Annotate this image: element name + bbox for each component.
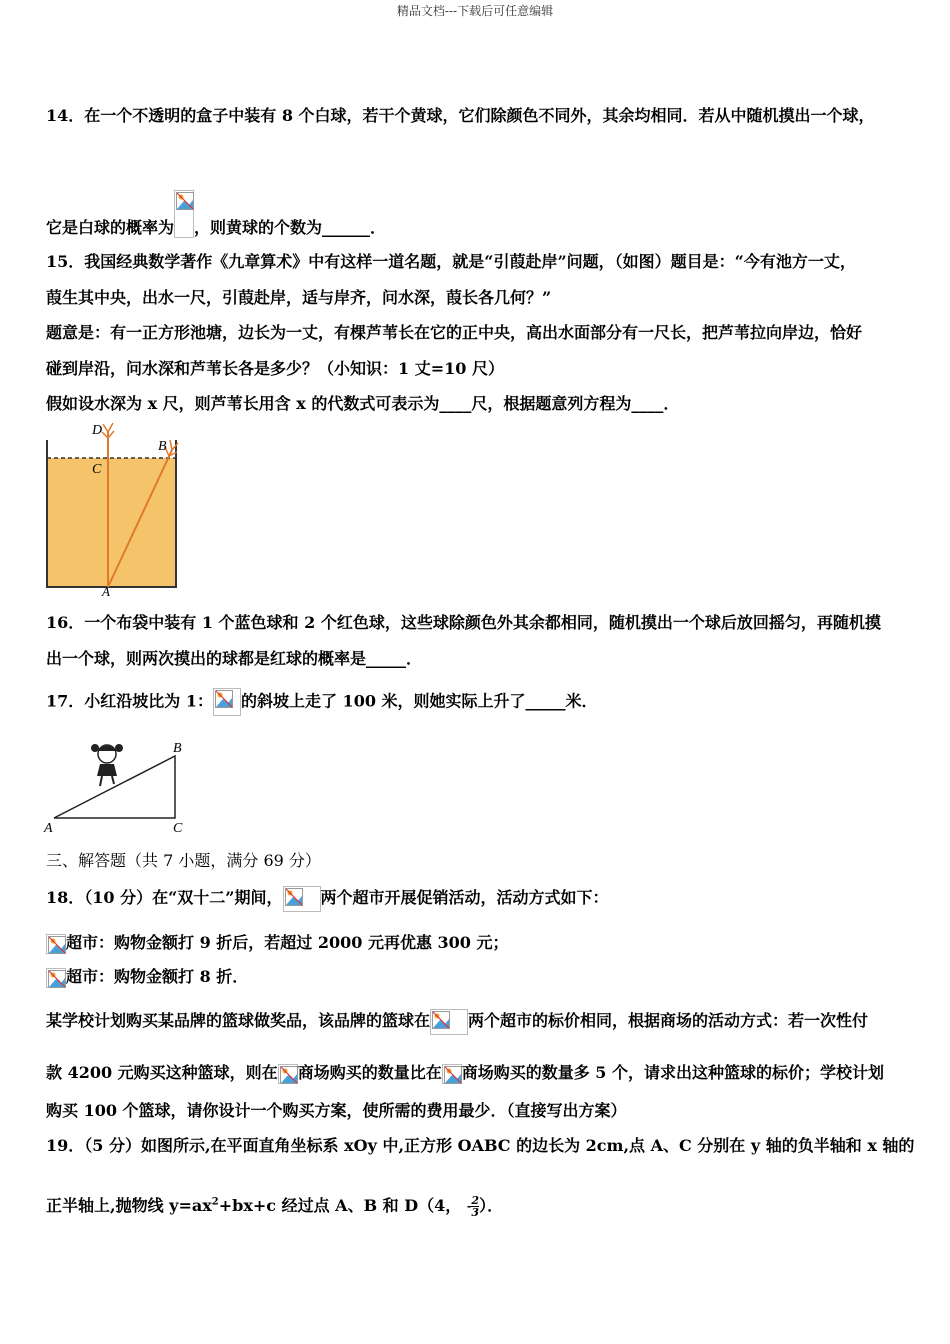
q18-line4-b: 两个超市的标价相同，根据商场的活动方式：若一次性付 — [468, 1011, 869, 1030]
page-header: 精品文档---下载后可任意编辑 — [396, 4, 554, 18]
q15-line3: 题意是：有一正方形池塘，边长为一丈，有棵芦苇长在它的正中央，高出水面部分有一尺长，把芦苇拉向岸边，恰好 — [46, 323, 863, 342]
slope-label-a: A — [44, 821, 53, 834]
q14-line1: 14．在一个不透明的盒子中装有 8 个白球，若干个黄球，它们除颜色不同外，其余均相同．若从中随机摸出一个球， — [46, 106, 875, 125]
q18-line1 — [46, 885, 609, 912]
q18-line5 — [46, 1060, 884, 1084]
slope-triangle — [54, 756, 175, 818]
fraction-image-placeholder — [174, 190, 194, 238]
label-b: B — [158, 439, 167, 454]
q16-line2: 出一个球，则两次摸出的球都是红球的概率是_____． — [46, 649, 423, 668]
slope-label-c: C — [173, 821, 183, 834]
supermarket-image-placeholder-3 — [278, 1064, 298, 1084]
slope-label-b: B — [173, 741, 182, 756]
q19-text-b: +bx+c 经过点 A、B 和 D（4， — [218, 1196, 462, 1215]
broken-image-icon — [432, 1011, 450, 1029]
supermarket-image-placeholder-4 — [442, 1064, 462, 1084]
q16-line1: 16．一个布袋中装有 1 个蓝色球和 2 个红色球，这些球除颜色外其余都相同，随机摸出一个球后放回摇匀，再随机摸 — [46, 613, 881, 632]
water-area — [47, 458, 176, 587]
broken-image-icon — [176, 192, 194, 210]
broken-image-icon — [48, 936, 66, 954]
supermarket-a-image-placeholder — [46, 934, 66, 954]
q18-item1 — [46, 930, 509, 954]
label-c: C — [92, 462, 102, 477]
section3-title: 三、解答题（共 7 小题，满分 69 分） — [46, 851, 321, 870]
q19-text-c: ）． — [479, 1196, 504, 1215]
broken-image-icon — [444, 1066, 462, 1084]
q18-text-a: 18．（10 分）在“双十二”期间， — [46, 888, 283, 907]
q18-line6: 购买 100 个篮球，请你设计一个购买方案，使所需的费用最少．（直接写出方案） — [46, 1101, 627, 1120]
q15-line4: 碰到岸沿，问水深和芦苇长各是多少？（小知识：1 丈=10 尺） — [46, 359, 504, 378]
fraction-denominator: 3 — [471, 1206, 480, 1219]
q18-item2 — [46, 964, 248, 988]
q18-item2-text: 超市：购物金额打 8 折． — [66, 967, 249, 986]
pond-reed-figure — [42, 420, 188, 596]
broken-image-icon — [280, 1066, 298, 1084]
q17-text-a: 17．小红沿坡比为 1： — [46, 691, 213, 711]
q19-line1: 19．（5 分）如图所示,在平面直角坐标系 xOy 中,正方形 OABC 的边长为 2cm,点 A、C 分别在 y 轴的负半轴和 x 轴的 — [46, 1136, 915, 1155]
supermarket-ab-image-placeholder-2 — [430, 1009, 468, 1035]
q18-line5-b: 商场购买的数量比在 — [297, 1063, 442, 1082]
q18-line5-a: 款 4200 元购买这种篮球，则在 — [46, 1063, 278, 1082]
broken-image-icon — [285, 888, 303, 906]
supermarket-b-image-placeholder — [46, 968, 66, 988]
broken-image-icon — [48, 970, 66, 988]
label-d: D — [92, 423, 103, 438]
q19-exponent: 2 — [211, 1196, 219, 1208]
q18-text-b: 两个超市开展促销活动，活动方式如下： — [320, 888, 609, 907]
fraction-sign: - — [466, 1200, 472, 1213]
q14-line2 — [46, 190, 386, 238]
slope-ratio-image-placeholder — [213, 688, 241, 716]
q15-line2: 葭生其中央，出水一尺，引葭赴岸，适与岸齐，问水深，葭长各几何？” — [46, 288, 552, 307]
q19-text-a: 正半轴上,抛物线 y=ax — [46, 1196, 212, 1215]
q17-line — [46, 688, 598, 716]
fraction-numerator: 2 — [471, 1194, 480, 1207]
broken-image-icon — [215, 690, 233, 708]
q15-line1: 15．我国经典数学著作《九章算术》中有这样一道名题，就是“引葭赴岸”问题，（如图）题目是：“今有池方一丈， — [46, 252, 856, 271]
q15-line5: 假如设水深为 x 尺，则芦苇长用含 x 的代数式可表示为____尺，根据题意列方程为____． — [46, 394, 680, 413]
q18-line4 — [46, 1008, 868, 1035]
slope-figure — [42, 734, 192, 834]
fraction-two-thirds — [471, 1195, 479, 1218]
q19-line2 — [46, 1193, 503, 1218]
q17-text-b: 的斜坡上走了 100 米，则她实际上升了_____米． — [240, 691, 598, 711]
q18-line4-a: 某学校计划购买某品牌的篮球做奖品，该品牌的篮球在 — [46, 1011, 431, 1030]
label-a: A — [102, 584, 110, 596]
supermarket-ab-image-placeholder — [283, 886, 321, 912]
q14-text-a: 它是白球的概率为 — [46, 218, 175, 237]
q14-text-b: ，则黄球的个数为______． — [194, 218, 387, 237]
girl-figure — [91, 744, 123, 786]
q18-line5-c: 商场购买的数量多 5 个，请求出这种篮球的标价；学校计划 — [461, 1063, 884, 1082]
q18-item1-text: 超市：购物金额打 9 折后，若超过 2000 元再优惠 300 元； — [66, 933, 509, 952]
